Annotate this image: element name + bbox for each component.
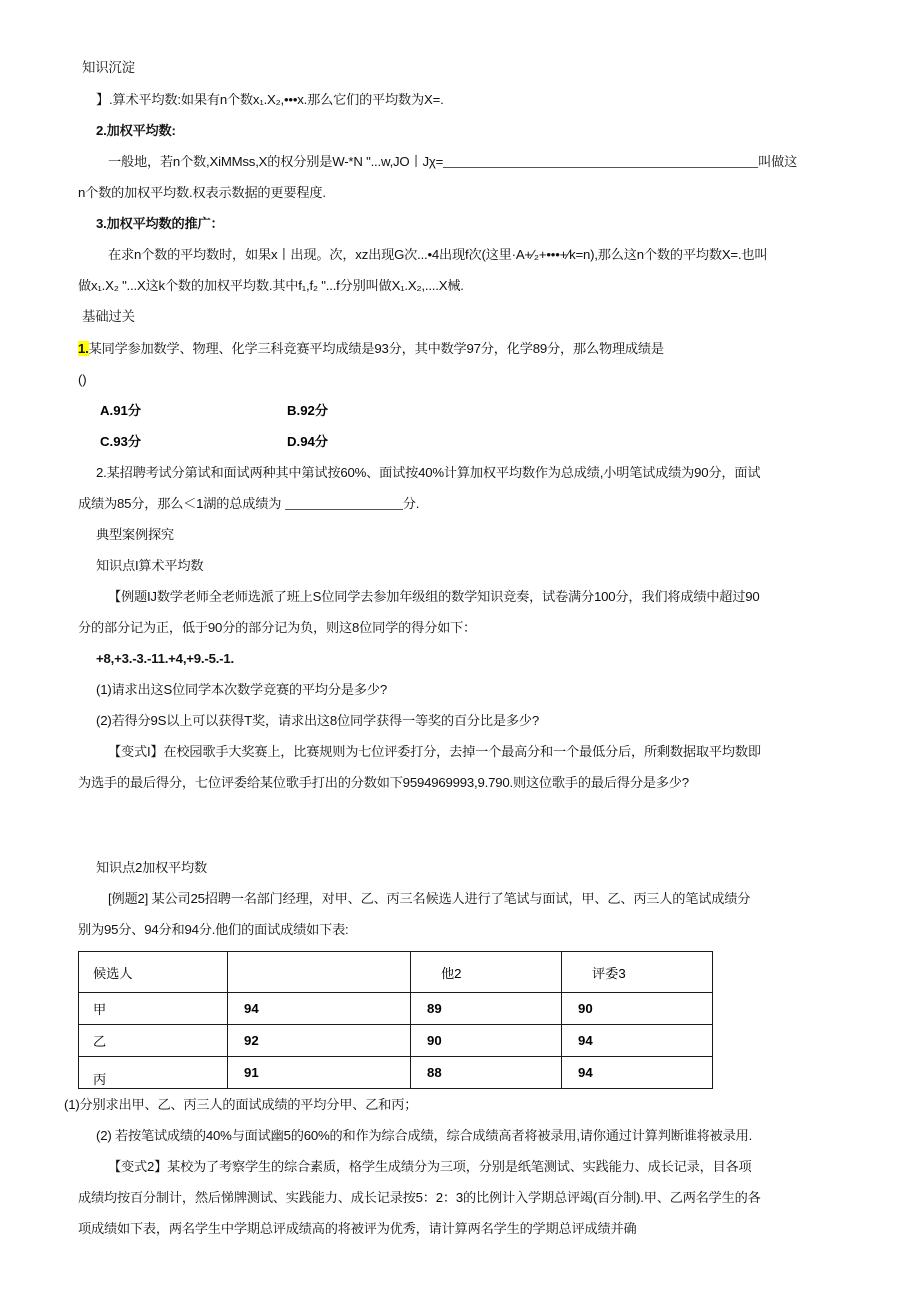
table-row <box>79 1057 713 1089</box>
question-1-options-row-2 <box>78 426 868 457</box>
knowledge-item-2-title: 2.加权平均数: <box>96 123 176 138</box>
example-1-line-2: 分的部分记为正，低于90分的部分记为负，则这8位同学的得分如下： <box>78 620 477 635</box>
option-c[interactable]: C.93分 <box>100 434 142 449</box>
knowledge-point-1-title: 知识点I算术平均数 <box>96 558 204 573</box>
spacer <box>78 798 868 852</box>
question-1-text: 某同学参加数学、物理、化学三科竞赛平均成绩是93分，其中数学97分，化学89分，那么物理成绩是 <box>88 341 664 356</box>
table-row <box>79 993 713 1025</box>
example-1-line-1: 【例题IJ数学老师全老师选派了班上S位同学去参加年级组的数学知识竞奏，试卷满分100分，我们将成绩中超过90 <box>108 589 760 604</box>
table-cell-score-3: 94 <box>562 1025 713 1057</box>
section-heading-basics: 基础过关 <box>82 309 135 324</box>
variant-2-line-1: 【变式2】某校为了考察学生的综合素质，格学生成绩分为三项，分别是纸笔测试、实践能力、成长记录，目各项 <box>108 1159 752 1174</box>
example-2-sub-question-2: (2) 若按笔试成绩的40%与面试幽5的60%的和作为综合成绩，综合成绩高者将被录用,请你通过计算判断谁将被录用. <box>96 1128 753 1143</box>
table-cell-score-2: 89 <box>411 993 562 1025</box>
knowledge-item-2-text-post: 叫做这 <box>758 154 798 169</box>
knowledge-item-2-line-2: n个数的加权平均数.权表示数据的更要程度. <box>78 185 326 200</box>
question-2-text-pre: 成绩为85分，那么＜1湖的总成绩为 <box>78 496 282 511</box>
table-cell-candidate: 乙 <box>79 1025 228 1057</box>
variant-2-line-3: 项成绩如下表，两名学生中学期总评成绩高的将被评为优秀，请计算两名学生的学期总评成绩并确 <box>78 1221 637 1236</box>
option-a[interactable]: A.91分 <box>100 403 142 418</box>
question-1 <box>78 333 868 364</box>
question-1-number: 1. <box>78 341 89 356</box>
option-b[interactable]: B.92分 <box>287 403 329 418</box>
example-2-sub-question-1: (1)分别求出甲、乙、丙三人的面试成绩的平均分甲、乙和丙； <box>64 1097 418 1112</box>
knowledge-item-3-line-2: 做x₁.X₂ "...X这k个数的加权平均数.其中f₁,f₂ "...f分别叫做X₁.X₂,....X械. <box>78 278 464 293</box>
table-cell-score-3: 90 <box>562 993 713 1025</box>
table-cell-score-2: 90 <box>411 1025 562 1057</box>
example-1-scores: +8,+3.-3.-11.+4,+9.-5.-1. <box>96 651 234 666</box>
question-2-line-1: 2.某招聘考试分第试和面试两种其中第试按60%、面试按40%计算加权平均数作为总成绩,小明笔试成绩为90分，面试 <box>96 465 761 480</box>
interview-scores-table <box>78 951 713 1089</box>
document-body <box>64 52 868 1244</box>
table-cell-score-1: 94 <box>228 993 411 1025</box>
table-cell-score-1: 91 <box>228 1057 411 1089</box>
question-2-line-2 <box>78 488 868 519</box>
knowledge-item-2-text-pre: 一般地，若n个数,XiMMss,X的权分别是W-*N "...w,JO丨Jχ= <box>108 154 444 169</box>
variant-1-line-1: 【变式I】在校园歌手大奖赛上，比赛规则为七位评委打分，去掉一个最高分和一个最低分后，所剩数据取平均数即 <box>108 744 761 759</box>
table-header-candidate: 候选人 <box>79 952 228 993</box>
table-head <box>79 952 713 993</box>
example-2-line-2: 别为95分、94分和94分.他们的面试成绩如下表: <box>78 922 349 937</box>
section-heading-case-study: 典型案例探究 <box>96 527 174 542</box>
knowledge-point-2-title: 知识点2加权平均数 <box>96 860 208 875</box>
variant-2-line-2: 成绩均按百分制计，然后悌牌测试、实践能力、成长记录按5：2：3的比例计入学期总评竭(百分制).甲、乙两名学生的各 <box>78 1190 761 1205</box>
table-body <box>79 993 713 1089</box>
table-header-row <box>79 952 713 993</box>
fill-in-blank-total-score[interactable] <box>285 496 403 510</box>
section-heading-knowledge: 知识沉淀 <box>82 60 135 75</box>
question-2-text-post: 分. <box>402 496 420 511</box>
question-1-answer-paren: () <box>78 372 87 387</box>
knowledge-item-3-title: 3.加权平均数的推广： <box>96 216 224 231</box>
table-cell-candidate: 丙 <box>79 1057 228 1089</box>
table-row <box>79 1025 713 1057</box>
knowledge-item-2-line-1 <box>78 146 868 177</box>
fill-in-blank-weighted-mean[interactable] <box>443 154 758 168</box>
table-cell-score-3: 94 <box>562 1057 713 1089</box>
example-1-sub-question-2: (2)若得分9S以上可以获得T奖，请求出这8位同学获得一等奖的百分比是多少? <box>96 713 539 728</box>
table-cell-score-1: 92 <box>228 1025 411 1057</box>
question-1-options-row-1 <box>78 395 868 426</box>
table-header-judge-2: 他2 <box>411 952 562 993</box>
example-1-sub-question-1: (1)请求出这S位同学本次数学竞赛的平均分是多少? <box>96 682 387 697</box>
table-cell-score-2: 88 <box>411 1057 562 1089</box>
table-cell-candidate: 甲 <box>79 993 228 1025</box>
knowledge-item-1: 】.算术平均数:如果有n个数x₁.X₂,•••x.那么它们的平均数为X=. <box>96 92 444 107</box>
option-d[interactable]: D.94分 <box>287 434 329 449</box>
table-header-judge-1 <box>228 952 411 993</box>
example-2-line-1: [例题2] 某公司25招聘一名部门经理，对甲、乙、丙三名候选人进行了笔试与面试，甲、乙、丙三人的笔试成绩分 <box>108 891 751 906</box>
variant-1-line-2: 为选手的最后得分，七位评委给某位歌手打出的分数如下9594969993,9.790.则这位歌手的最后得分是多少? <box>78 775 689 790</box>
table-header-judge-3: 评委3 <box>562 952 713 993</box>
knowledge-item-3-line-1: 在求n个数的平均数时，如果x丨出现。次，xz出现G次...•4出现f次(这里·A+∕₂+•••+∕k=n),那么这n个数的平均数X=.也叫 <box>108 247 768 262</box>
